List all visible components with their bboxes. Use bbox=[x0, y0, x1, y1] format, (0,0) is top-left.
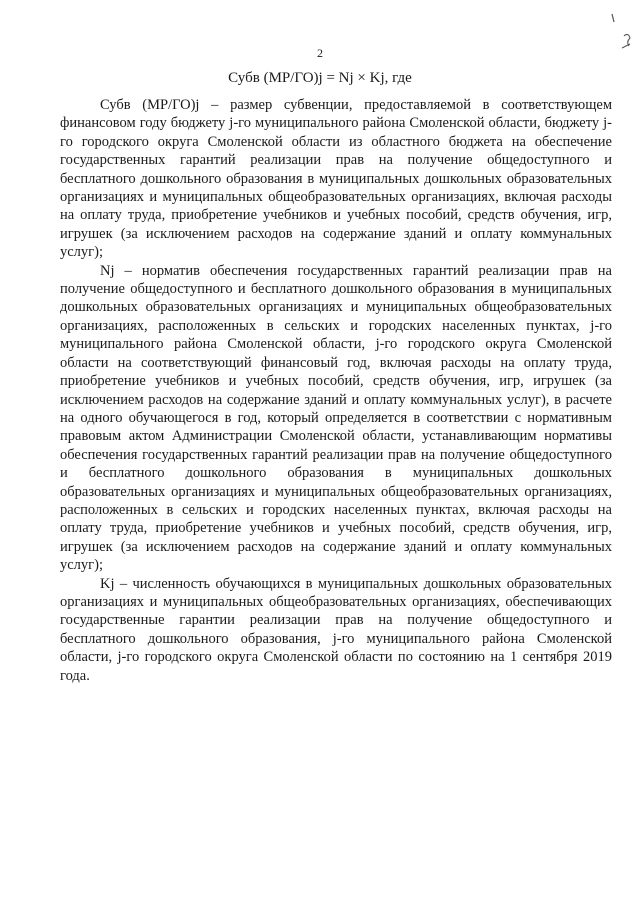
paragraph-norm-definition: Nj – норматив обеспечения государственных гарантий реализации прав на получение общедоступного и бесплатного дошкольного образования в муниципальных дошкольных образовательных организациях и муниципальных общеобразовательных организациях, расположенных в сельских и городских населенных пунктах, j-го муниципального района Смоленской области, j-го городского округа Смоленской области на соответствующий финансовый год, включая расходы на оплату труда, приобретение учебников и учебных пособий, средств обучения, игр, игрушек (за исключением расходов на содержание зданий и оплату коммунальных услуг), в расчете на одного обучающегося в год, который определяется в соответствии с нормативным правовым актом Администрации Смоленской области, устанавливающим нормативы обеспечения государственных гарантий реализации прав на получение общедоступного и бесплатного дошкольного образования в муниципальных дошкольных образовательных организациях и муниципальных общеобразовательных организациях, расположенных в сельских и городских населенных пунктах, включая расходы на оплату труда, приобретение учебников и учебных пособий, средств обучения, игр, игрушек (за исключением расходов на содержание зданий и оплату коммунальных услуг); bbox=[60, 262, 612, 574]
document-body bbox=[60, 96, 612, 685]
formula-line: Субв (МР/ГО)j = Nj × Kj, где bbox=[228, 70, 412, 86]
paragraph-subvention-definition: Субв (МР/ГО)j – размер субвенции, предоставляемой в соответствующем финансовом году бюджету j-го муниципального района Смоленской области, бюджету j-го городского округа Смоленской области из областного бюджета на обеспечение государственных гарантий реализации прав на получение общедоступного и бесплатного дошкольного образования в муниципальных дошкольных образовательных организациях и муниципальных общеобразовательных организациях, включая расходы на оплату труда, приобретение учебников и учебных пособий, средств обучения, игр, игрушек (за исключением расходов на содержание зданий и оплату коммунальных услуг); bbox=[60, 97, 612, 261]
paragraph-count-definition: Kj – численность обучающихся в муниципальных дошкольных образовательных организациях и муниципальных общеобразовательных организациях, обеспечивающих государственные гарантии реализации прав на получение общедоступного и бесплатного дошкольного образования, j-го муниципального района Смоленской области, j-го городского округа Смоленской области по состоянию на 1 сентября 2019 года. bbox=[60, 575, 612, 684]
page-number: 2 bbox=[317, 46, 323, 60]
